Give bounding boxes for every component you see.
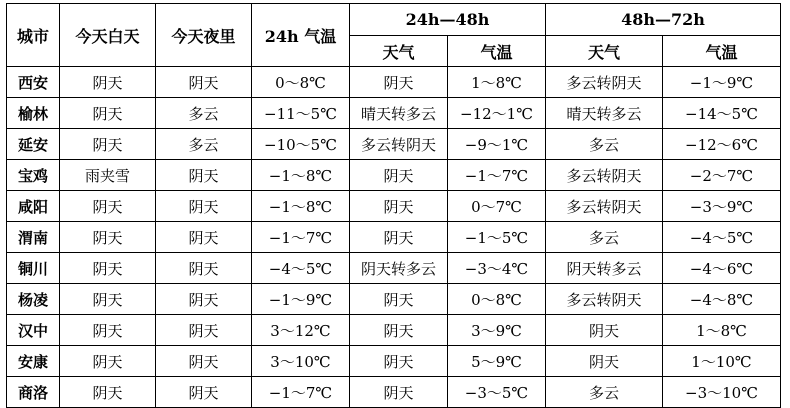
temp-72h-cell: −3～10℃: [663, 377, 781, 408]
temp-48h-cell: 3～9℃: [448, 315, 546, 346]
weather-48h-cell: 多云转阴天: [350, 129, 448, 160]
weather-48h-cell: 晴天转多云: [350, 98, 448, 129]
today-day-cell: 阴天: [60, 346, 156, 377]
header-48h-temp: 气温: [448, 36, 546, 67]
temp-24h-cell: 0～8℃: [252, 67, 350, 98]
today-day-cell: 阴天: [60, 222, 156, 253]
today-night-cell: 阴天: [156, 160, 252, 191]
city-cell: 铜川: [7, 253, 60, 284]
temp-48h-cell: 1～8℃: [448, 67, 546, 98]
temp-72h-cell: −3～9℃: [663, 191, 781, 222]
weather-48h-cell: 阴天: [350, 315, 448, 346]
city-cell: 榆林: [7, 98, 60, 129]
temp-48h-cell: 0～8℃: [448, 284, 546, 315]
temp-72h-cell: −14～5℃: [663, 98, 781, 129]
temp-72h-cell: −4～8℃: [663, 284, 781, 315]
temp-48h-cell: −3～4℃: [448, 253, 546, 284]
city-cell: 西安: [7, 67, 60, 98]
temp-24h-cell: −1～7℃: [252, 377, 350, 408]
city-cell: 延安: [7, 129, 60, 160]
today-day-cell: 阴天: [60, 98, 156, 129]
today-night-cell: 阴天: [156, 191, 252, 222]
today-day-cell: 阴天: [60, 377, 156, 408]
table-row: [7, 160, 781, 191]
weather-72h-cell: 多云: [546, 377, 663, 408]
today-day-cell: 阴天: [60, 253, 156, 284]
temp-24h-cell: −1～9℃: [252, 284, 350, 315]
today-night-cell: 阴天: [156, 253, 252, 284]
city-cell: 杨凌: [7, 284, 60, 315]
temp-24h-cell: −1～7℃: [252, 222, 350, 253]
header-group-24-48h: 24h—48h: [350, 4, 546, 36]
weather-48h-cell: 阴天转多云: [350, 253, 448, 284]
weather-48h-cell: 阴天: [350, 284, 448, 315]
table-row: [7, 191, 781, 222]
today-night-cell: 阴天: [156, 284, 252, 315]
table-row: [7, 284, 781, 315]
today-night-cell: 多云: [156, 129, 252, 160]
header-72h-weather: 天气: [546, 36, 663, 67]
header-72h-temp: 气温: [663, 36, 781, 67]
today-day-cell: 阴天: [60, 67, 156, 98]
temp-48h-cell: 5～9℃: [448, 346, 546, 377]
temp-72h-cell: −1～9℃: [663, 67, 781, 98]
city-cell: 汉中: [7, 315, 60, 346]
today-day-cell: 阴天: [60, 191, 156, 222]
header-48h-weather: 天气: [350, 36, 448, 67]
weather-72h-cell: 多云转阴天: [546, 67, 663, 98]
temp-24h-cell: 3～12℃: [252, 315, 350, 346]
forecast-table-body: [7, 67, 781, 408]
weather-72h-cell: 多云转阴天: [546, 284, 663, 315]
today-day-cell: 雨夹雪: [60, 160, 156, 191]
temp-24h-cell: −1～8℃: [252, 191, 350, 222]
today-night-cell: 阴天: [156, 67, 252, 98]
table-row: [7, 377, 781, 408]
today-night-cell: 阴天: [156, 315, 252, 346]
temp-48h-cell: −1～5℃: [448, 222, 546, 253]
weather-72h-cell: 阴天: [546, 346, 663, 377]
weather-72h-cell: 多云转阴天: [546, 160, 663, 191]
weather-48h-cell: 阴天: [350, 160, 448, 191]
temp-24h-cell: −10～5℃: [252, 129, 350, 160]
table-row: [7, 129, 781, 160]
header-city: 城市: [7, 4, 60, 67]
temp-48h-cell: −9～1℃: [448, 129, 546, 160]
today-day-cell: 阴天: [60, 284, 156, 315]
header-24h-temp: 24h 气温: [252, 4, 350, 67]
temp-72h-cell: −2～7℃: [663, 160, 781, 191]
temp-72h-cell: −4～6℃: [663, 253, 781, 284]
weather-72h-cell: 多云转阴天: [546, 191, 663, 222]
city-cell: 咸阳: [7, 191, 60, 222]
temp-72h-cell: −12～6℃: [663, 129, 781, 160]
header-today-night: 今天夜里: [156, 4, 252, 67]
city-cell: 商洛: [7, 377, 60, 408]
forecast-table-container: [6, 3, 781, 408]
header-group-48-72h: 48h—72h: [546, 4, 781, 36]
temp-24h-cell: −4～5℃: [252, 253, 350, 284]
table-row: [7, 67, 781, 98]
table-row: [7, 253, 781, 284]
weather-48h-cell: 阴天: [350, 377, 448, 408]
temp-72h-cell: 1～10℃: [663, 346, 781, 377]
today-night-cell: 阴天: [156, 222, 252, 253]
weather-72h-cell: 阴天转多云: [546, 253, 663, 284]
weather-72h-cell: 晴天转多云: [546, 98, 663, 129]
table-row: [7, 315, 781, 346]
temp-72h-cell: −4～5℃: [663, 222, 781, 253]
temp-24h-cell: −1～8℃: [252, 160, 350, 191]
weather-72h-cell: 多云: [546, 222, 663, 253]
temp-72h-cell: 1～8℃: [663, 315, 781, 346]
table-row: [7, 222, 781, 253]
weather-48h-cell: 阴天: [350, 191, 448, 222]
table-row: [7, 346, 781, 377]
temp-24h-cell: 3～10℃: [252, 346, 350, 377]
city-cell: 宝鸡: [7, 160, 60, 191]
temp-48h-cell: −12～1℃: [448, 98, 546, 129]
city-cell: 渭南: [7, 222, 60, 253]
today-night-cell: 多云: [156, 98, 252, 129]
city-cell: 安康: [7, 346, 60, 377]
temp-48h-cell: −1～7℃: [448, 160, 546, 191]
weather-72h-cell: 阴天: [546, 315, 663, 346]
weather-72h-cell: 多云: [546, 129, 663, 160]
temp-48h-cell: 0～7℃: [448, 191, 546, 222]
weather-48h-cell: 阴天: [350, 222, 448, 253]
temp-24h-cell: −11～5℃: [252, 98, 350, 129]
today-night-cell: 阴天: [156, 377, 252, 408]
header-today-day: 今天白天: [60, 4, 156, 67]
weather-48h-cell: 阴天: [350, 67, 448, 98]
header-row-top: [7, 4, 781, 36]
today-night-cell: 阴天: [156, 346, 252, 377]
weather-48h-cell: 阴天: [350, 346, 448, 377]
today-day-cell: 阴天: [60, 129, 156, 160]
temp-48h-cell: −3～5℃: [448, 377, 546, 408]
today-day-cell: 阴天: [60, 315, 156, 346]
table-row: [7, 98, 781, 129]
weather-forecast-table: [6, 3, 781, 408]
